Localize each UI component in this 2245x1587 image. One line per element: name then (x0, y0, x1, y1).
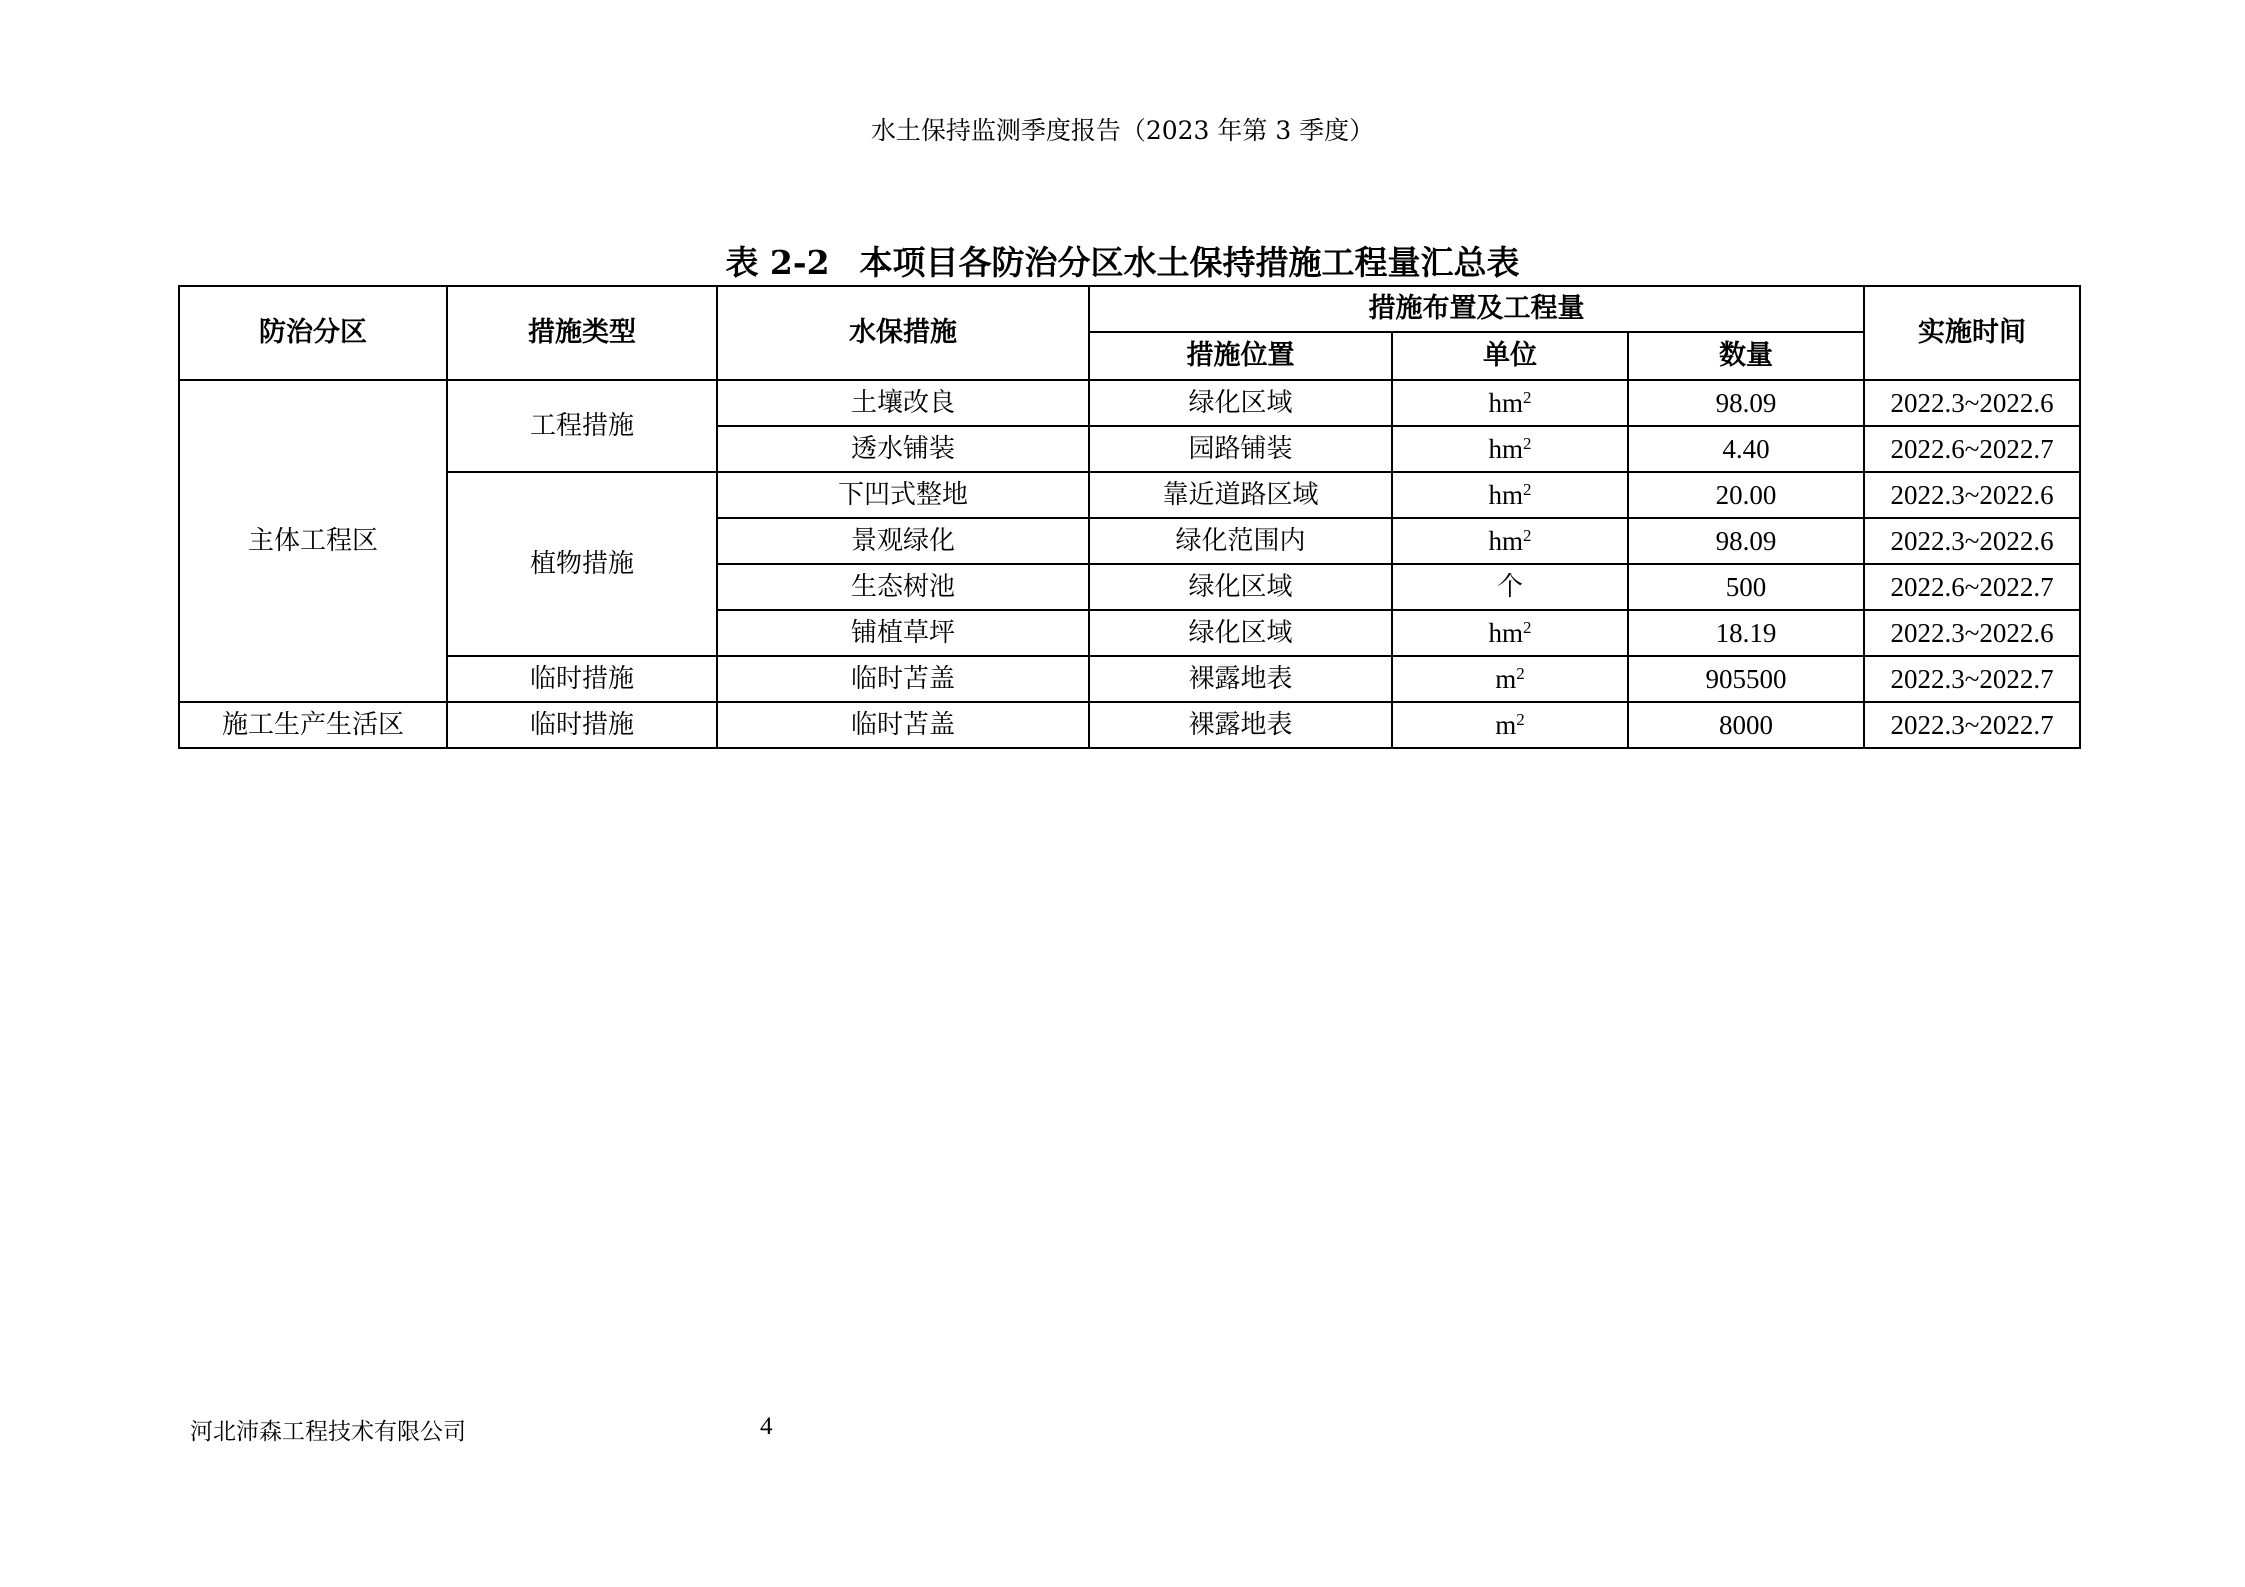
location-cell: 靠近道路区域 (1089, 472, 1392, 518)
table-row (179, 702, 2080, 748)
unit-base: hm (1488, 480, 1523, 510)
unit-cell (1392, 564, 1628, 610)
location-cell: 绿化区域 (1089, 610, 1392, 656)
quantity-cell: 18.19 (1628, 610, 1864, 656)
location-cell: 裸露地表 (1089, 702, 1392, 748)
unit-cell (1392, 426, 1628, 472)
quantity-cell: 98.09 (1628, 518, 1864, 564)
measure-type-cell: 工程措施 (447, 380, 717, 472)
header-measure-type: 措施类型 (447, 286, 717, 380)
zone-cell: 主体工程区 (179, 380, 447, 702)
measure-cell: 下凹式整地 (717, 472, 1089, 518)
table-caption (0, 238, 2245, 288)
location-cell: 绿化区域 (1089, 380, 1392, 426)
measure-type-cell: 植物措施 (447, 472, 717, 656)
measures-summary-table (178, 285, 2081, 749)
table-row (179, 656, 2080, 702)
unit-base: hm (1488, 618, 1523, 648)
location-cell: 绿化范围内 (1089, 518, 1392, 564)
header-quantity: 数量 (1628, 332, 1864, 380)
header-unit: 单位 (1392, 332, 1628, 380)
header-row (179, 286, 2080, 332)
unit-exponent: 2 (1516, 710, 1525, 729)
measure-cell: 生态树池 (717, 564, 1089, 610)
page-header: 水土保持监测季度报告（2023 年第 3 季度） (870, 116, 1375, 145)
unit-base: 个 (1496, 572, 1523, 602)
measure-cell: 临时苫盖 (717, 656, 1089, 702)
quantity-cell: 500 (1628, 564, 1864, 610)
unit-base: hm (1488, 526, 1523, 556)
unit-cell (1392, 702, 1628, 748)
unit-base: m (1495, 710, 1517, 740)
header-zone: 防治分区 (179, 286, 447, 380)
measure-cell: 景观绿化 (717, 518, 1089, 564)
period-cell: 2022.6~2022.7 (1864, 564, 2080, 610)
unit-base: hm (1488, 434, 1523, 464)
location-cell: 裸露地表 (1089, 656, 1392, 702)
period-cell: 2022.3~2022.7 (1864, 702, 2080, 748)
footer-company: 河北沛森工程技术有限公司 (190, 1419, 466, 1445)
period-cell: 2022.3~2022.7 (1864, 656, 2080, 702)
table-title: 本项目各防治分区水土保持措施工程量汇总表 (859, 243, 1520, 282)
measure-cell: 临时苫盖 (717, 702, 1089, 748)
location-cell: 园路铺装 (1089, 426, 1392, 472)
period-cell: 2022.3~2022.6 (1864, 380, 2080, 426)
page-number: 4 (760, 1413, 773, 1440)
header-location: 措施位置 (1089, 332, 1392, 380)
period-cell: 2022.6~2022.7 (1864, 426, 2080, 472)
period-cell: 2022.3~2022.6 (1864, 610, 2080, 656)
unit-cell (1392, 656, 1628, 702)
header-layout-group: 措施布置及工程量 (1089, 286, 1864, 332)
unit-exponent: 2 (1523, 388, 1532, 407)
quantity-cell: 4.40 (1628, 426, 1864, 472)
measure-cell: 土壤改良 (717, 380, 1089, 426)
quantity-cell: 98.09 (1628, 380, 1864, 426)
measure-cell: 铺植草坪 (717, 610, 1089, 656)
quantity-cell: 20.00 (1628, 472, 1864, 518)
unit-exponent: 2 (1523, 526, 1532, 545)
unit-exponent: 2 (1523, 618, 1532, 637)
unit-exponent: 2 (1523, 434, 1532, 453)
location-cell: 绿化区域 (1089, 564, 1392, 610)
table-number: 表 2-2 (725, 243, 830, 282)
period-cell: 2022.3~2022.6 (1864, 518, 2080, 564)
unit-cell (1392, 472, 1628, 518)
table-row (179, 380, 2080, 426)
unit-cell (1392, 380, 1628, 426)
unit-cell (1392, 518, 1628, 564)
table-row (179, 472, 2080, 518)
unit-cell (1392, 610, 1628, 656)
measure-cell: 透水铺装 (717, 426, 1089, 472)
quantity-cell: 905500 (1628, 656, 1864, 702)
measure-type-cell: 临时措施 (447, 702, 717, 748)
header-period: 实施时间 (1864, 286, 2080, 380)
unit-base: hm (1488, 388, 1523, 418)
header-measure: 水保措施 (717, 286, 1089, 380)
unit-exponent: 2 (1516, 664, 1525, 683)
zone-cell: 施工生产生活区 (179, 702, 447, 748)
quantity-cell: 8000 (1628, 702, 1864, 748)
period-cell: 2022.3~2022.6 (1864, 472, 2080, 518)
unit-base: m (1495, 664, 1517, 694)
unit-exponent: 2 (1523, 480, 1532, 499)
measure-type-cell: 临时措施 (447, 656, 717, 702)
